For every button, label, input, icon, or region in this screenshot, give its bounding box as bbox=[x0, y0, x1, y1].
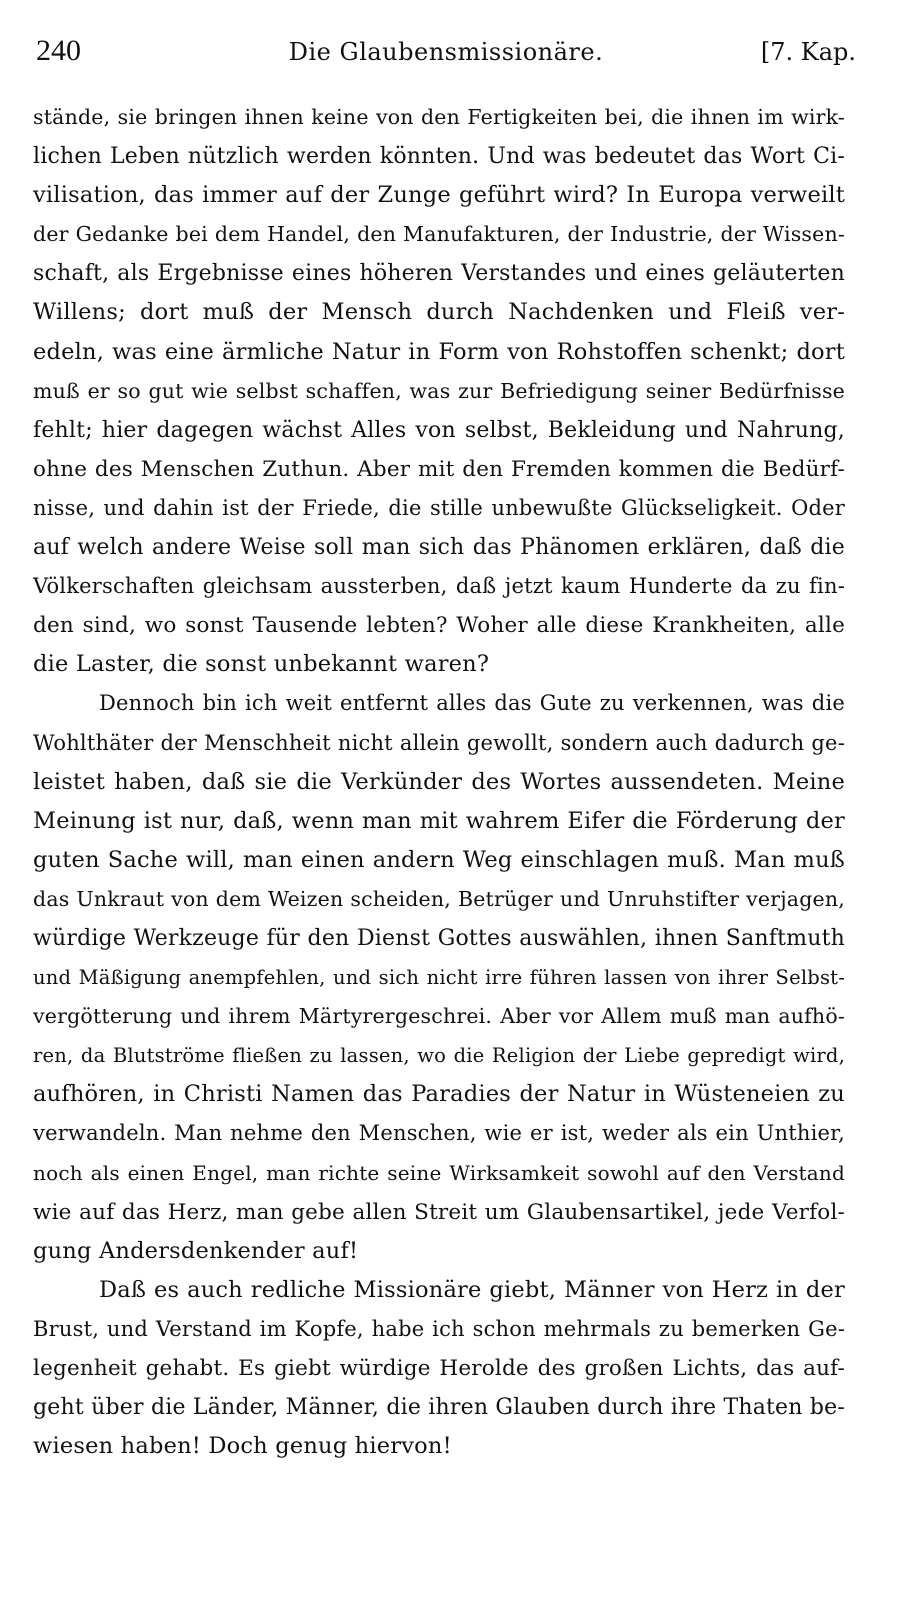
text-line: die Laster, die sonst unbekannt waren? bbox=[33, 651, 490, 678]
text-line: noch als einen Engel, man richte seine Wirksamkeit sowohl auf den Verstand bbox=[33, 1160, 845, 1185]
text-line: Wohlthäter der Menschheit nicht allein gewollt, sondern auch dadurch ge- bbox=[33, 730, 845, 755]
text-line: fehlt; hier dagegen wächst Alles von selbst, Bekleidung und Nahrung, bbox=[33, 417, 845, 443]
text-line: schaft, als Ergebnisse eines höheren Verstandes und eines geläuterten bbox=[33, 261, 845, 287]
text-line: Brust, und Verstand im Kopfe, habe ich schon mehrmals zu bemerken Ge- bbox=[33, 1316, 845, 1341]
chapter-reference: [7. Kap. bbox=[760, 38, 856, 66]
body-text bbox=[33, 98, 845, 1466]
text-line: und Mäßigung anempfehlen, und sich nicht irre führen lassen von ihrer Selbst- bbox=[33, 966, 845, 990]
text-line: edeln, was eine ärmliche Natur in Form von Rohstoffen schenkt; dort bbox=[33, 338, 845, 365]
text-line: wie auf das Herz, man gebe allen Streit um Glaubensartikel, jede Verfol- bbox=[33, 1199, 845, 1225]
text-line: Meinung ist nur, daß, wenn man mit wahrem Eifer die Förderung der bbox=[33, 807, 845, 834]
text-line: den sind, wo sonst Tausende lebten? Woher alle diese Krankheiten, alle bbox=[33, 613, 845, 639]
text-line: Völkerschaften gleichsam aussterben, daß jetzt kaum Hunderte da zu fin- bbox=[33, 574, 845, 599]
text-line: leistet haben, daß sie die Verkünder des Wortes aussendeten. Meine bbox=[33, 768, 845, 795]
paragraph bbox=[33, 98, 845, 684]
page-number: 240 bbox=[36, 34, 81, 67]
text-line: nisse, und dahin ist der Friede, die stille unbewußte Glückseligkeit. Oder bbox=[33, 495, 845, 520]
text-line: ohne des Menschen Zuthun. Aber mit den Fremden kommen die Bedürf- bbox=[33, 456, 845, 482]
text-line: Willens; dort muß der Mensch durch Nachdenken und Fleiß ver- bbox=[33, 299, 845, 326]
paragraph bbox=[33, 684, 845, 1270]
text-line: ren, da Blutströme fließen zu lassen, wo die Religion der Liebe gepredigt wird, bbox=[33, 1044, 845, 1068]
text-line: vilisation, das immer auf der Zunge geführt wird? In Europa verweilt bbox=[33, 182, 845, 209]
text-line: vergötterung und ihrem Märtyrergeschrei. Aber vor Allem muß man aufhö- bbox=[33, 1004, 845, 1029]
text-line: wiesen haben! Doch genug hiervon! bbox=[33, 1433, 452, 1460]
text-line: der Gedanke bei dem Handel, den Manufakturen, der Industrie, der Wissen- bbox=[33, 222, 845, 247]
text-line: Dennoch bin ich weit entfernt alles das Gute zu verkennen, was die bbox=[99, 691, 845, 716]
running-head bbox=[36, 34, 856, 74]
paragraph bbox=[33, 1271, 845, 1466]
text-line: gung Andersdenkender auf! bbox=[33, 1237, 359, 1264]
text-line: guten Sache will, man einen andern Weg einschlagen muß. Man muß bbox=[33, 846, 845, 873]
text-line: würdige Werkzeuge für den Dienst Gottes auswählen, ihnen Sanftmuth bbox=[33, 925, 845, 951]
text-line: lichen Leben nützlich werden könnten. Und was bedeutet das Wort Ci- bbox=[33, 144, 845, 170]
text-line: muß er so gut wie selbst schaffen, was zur Befriedigung seiner Bedürfnisse bbox=[33, 378, 845, 403]
text-line: geht über die Länder, Männer, die ihren Glauben durch ihre Thaten be- bbox=[33, 1395, 845, 1421]
text-line: verwandeln. Man nehme den Menschen, wie er ist, weder als ein Unthier, bbox=[33, 1121, 845, 1146]
text-line: das Unkraut von dem Weizen scheiden, Betrüger und Unruhstifter verjagen, bbox=[33, 886, 845, 911]
text-line: Daß es auch redliche Missionäre giebt, Männer von Herz in der bbox=[99, 1276, 845, 1303]
text-line: auf welch andere Weise soll man sich das Phänomen erklären, daß die bbox=[33, 535, 845, 561]
running-title: Die Glaubensmissionäre. bbox=[288, 38, 604, 66]
text-line: legenheit gehabt. Es giebt würdige Herolde des großen Lichts, das auf- bbox=[33, 1356, 845, 1381]
text-line: aufhören, in Christi Namen das Paradies der Natur in Wüsteneien zu bbox=[33, 1081, 845, 1108]
text-line: stände, sie bringen ihnen keine von den Fertigkeiten bei, die ihnen im wirk- bbox=[33, 105, 845, 129]
